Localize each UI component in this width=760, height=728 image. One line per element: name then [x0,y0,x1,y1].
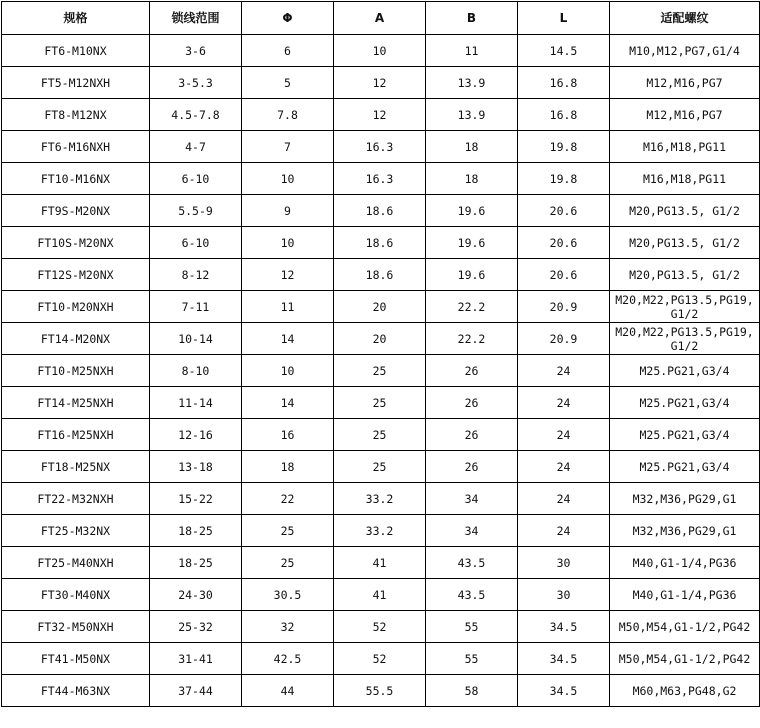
table-row [2,419,760,451]
phi-cell: 7.8 [242,99,334,131]
cable-range-cell: 8-10 [150,355,242,387]
spec-cell: FT22-M32NXH [2,483,150,515]
table-row [2,35,760,67]
a-cell: 16.3 [334,131,426,163]
phi-cell: 6 [242,35,334,67]
cable-range-cell: 31-41 [150,643,242,675]
b-cell: 26 [426,387,518,419]
spec-cell: FT6-M10NX [2,35,150,67]
b-cell: 19.6 [426,195,518,227]
header-a: A [334,2,426,35]
header-phi: Φ [242,2,334,35]
table-row [2,195,760,227]
table-row [2,259,760,291]
b-cell: 26 [426,355,518,387]
a-cell: 52 [334,611,426,643]
cable-range-cell: 37-44 [150,675,242,707]
b-cell: 22.2 [426,323,518,355]
l-cell: 16.8 [518,67,610,99]
a-cell: 20 [334,291,426,323]
table-row [2,675,760,707]
cable-range-cell: 4-7 [150,131,242,163]
thread-cell: M20,M22,PG13.5,PG19,G1/2 [610,291,760,323]
table-row [2,611,760,643]
a-cell: 55.5 [334,675,426,707]
spec-table [1,1,760,707]
table-header [2,2,760,35]
b-cell: 26 [426,419,518,451]
l-cell: 34.5 [518,611,610,643]
phi-cell: 42.5 [242,643,334,675]
l-cell: 24 [518,355,610,387]
cable-range-cell: 13-18 [150,451,242,483]
spec-cell: FT41-M50NX [2,643,150,675]
cable-range-cell: 8-12 [150,259,242,291]
spec-cell: FT32-M50NXH [2,611,150,643]
a-cell: 12 [334,67,426,99]
phi-cell: 9 [242,195,334,227]
a-cell: 52 [334,643,426,675]
table-row [2,387,760,419]
cable-range-cell: 7-11 [150,291,242,323]
a-cell: 33.2 [334,483,426,515]
l-cell: 24 [518,483,610,515]
thread-cell: M12,M16,PG7 [610,99,760,131]
cable-range-cell: 15-22 [150,483,242,515]
phi-cell: 25 [242,515,334,547]
l-cell: 19.8 [518,131,610,163]
l-cell: 20.6 [518,195,610,227]
a-cell: 25 [334,419,426,451]
b-cell: 19.6 [426,227,518,259]
cable-range-cell: 25-32 [150,611,242,643]
b-cell: 55 [426,611,518,643]
phi-cell: 11 [242,291,334,323]
thread-cell: M32,M36,PG29,G1 [610,515,760,547]
thread-cell: M10,M12,PG7,G1/4 [610,35,760,67]
table-row [2,547,760,579]
phi-cell: 30.5 [242,579,334,611]
a-cell: 25 [334,387,426,419]
table-row [2,643,760,675]
spec-cell: FT25-M32NX [2,515,150,547]
a-cell: 41 [334,579,426,611]
table-row [2,355,760,387]
header-thread: 适配螺纹 [610,2,760,35]
cable-range-cell: 5.5-9 [150,195,242,227]
a-cell: 12 [334,99,426,131]
phi-cell: 32 [242,611,334,643]
spec-cell: FT30-M40NX [2,579,150,611]
thread-cell: M32,M36,PG29,G1 [610,483,760,515]
l-cell: 16.8 [518,99,610,131]
spec-cell: FT9S-M20NX [2,195,150,227]
spec-cell: FT18-M25NX [2,451,150,483]
table-row [2,99,760,131]
cable-range-cell: 10-14 [150,323,242,355]
thread-cell: M20,PG13.5, G1/2 [610,259,760,291]
a-cell: 18.6 [334,227,426,259]
table-row [2,163,760,195]
phi-cell: 25 [242,547,334,579]
b-cell: 26 [426,451,518,483]
b-cell: 55 [426,643,518,675]
a-cell: 41 [334,547,426,579]
spec-cell: FT6-M16NXH [2,131,150,163]
thread-cell: M20,PG13.5, G1/2 [610,195,760,227]
spec-cell: FT25-M40NXH [2,547,150,579]
phi-cell: 22 [242,483,334,515]
cable-range-cell: 3-6 [150,35,242,67]
thread-cell: M20,M22,PG13.5,PG19,G1/2 [610,323,760,355]
b-cell: 19.6 [426,259,518,291]
header-cable-range: 锁线范围 [150,2,242,35]
cable-range-cell: 12-16 [150,419,242,451]
b-cell: 58 [426,675,518,707]
header-row [2,2,760,35]
b-cell: 11 [426,35,518,67]
spec-cell: FT16-M25NXH [2,419,150,451]
l-cell: 34.5 [518,675,610,707]
b-cell: 18 [426,163,518,195]
l-cell: 20.6 [518,227,610,259]
a-cell: 18.6 [334,259,426,291]
a-cell: 18.6 [334,195,426,227]
thread-cell: M16,M18,PG11 [610,131,760,163]
l-cell: 19.8 [518,163,610,195]
phi-cell: 14 [242,387,334,419]
thread-cell: M20,PG13.5, G1/2 [610,227,760,259]
thread-cell: M50,M54,G1-1/2,PG42 [610,611,760,643]
thread-cell: M25.PG21,G3/4 [610,387,760,419]
a-cell: 16.3 [334,163,426,195]
phi-cell: 10 [242,355,334,387]
cable-range-cell: 4.5-7.8 [150,99,242,131]
l-cell: 24 [518,387,610,419]
l-cell: 20.9 [518,291,610,323]
b-cell: 43.5 [426,579,518,611]
thread-cell: M40,G1-1/4,PG36 [610,547,760,579]
spec-cell: FT10-M20NXH [2,291,150,323]
a-cell: 25 [334,451,426,483]
b-cell: 13.9 [426,67,518,99]
a-cell: 10 [334,35,426,67]
thread-cell: M16,M18,PG11 [610,163,760,195]
table-body [2,35,760,707]
l-cell: 20.6 [518,259,610,291]
thread-cell: M50,M54,G1-1/2,PG42 [610,643,760,675]
a-cell: 25 [334,355,426,387]
table-row [2,483,760,515]
thread-cell: M40,G1-1/4,PG36 [610,579,760,611]
thread-cell: M60,M63,PG48,G2 [610,675,760,707]
a-cell: 33.2 [334,515,426,547]
spec-cell: FT10-M25NXH [2,355,150,387]
spec-cell: FT10S-M20NX [2,227,150,259]
cable-range-cell: 18-25 [150,515,242,547]
table-row [2,451,760,483]
spec-cell: FT14-M25NXH [2,387,150,419]
l-cell: 20.9 [518,323,610,355]
cable-range-cell: 6-10 [150,227,242,259]
table-row [2,67,760,99]
thread-cell: M25.PG21,G3/4 [610,451,760,483]
phi-cell: 10 [242,163,334,195]
cable-range-cell: 18-25 [150,547,242,579]
phi-cell: 44 [242,675,334,707]
phi-cell: 14 [242,323,334,355]
header-b: B [426,2,518,35]
a-cell: 20 [334,323,426,355]
l-cell: 30 [518,547,610,579]
b-cell: 13.9 [426,99,518,131]
thread-cell: M12,M16,PG7 [610,67,760,99]
l-cell: 34.5 [518,643,610,675]
phi-cell: 10 [242,227,334,259]
table-row [2,291,760,323]
header-l: L [518,2,610,35]
b-cell: 22.2 [426,291,518,323]
spec-cell: FT10-M16NX [2,163,150,195]
spec-cell: FT44-M63NX [2,675,150,707]
l-cell: 14.5 [518,35,610,67]
cable-range-cell: 3-5.3 [150,67,242,99]
l-cell: 30 [518,579,610,611]
cable-range-cell: 6-10 [150,163,242,195]
cable-range-cell: 24-30 [150,579,242,611]
l-cell: 24 [518,419,610,451]
l-cell: 24 [518,515,610,547]
b-cell: 18 [426,131,518,163]
phi-cell: 5 [242,67,334,99]
thread-cell: M25.PG21,G3/4 [610,355,760,387]
table-row [2,515,760,547]
b-cell: 43.5 [426,547,518,579]
table-row [2,579,760,611]
cable-range-cell: 11-14 [150,387,242,419]
spec-cell: FT14-M20NX [2,323,150,355]
l-cell: 24 [518,451,610,483]
phi-cell: 16 [242,419,334,451]
spec-cell: FT5-M12NXH [2,67,150,99]
phi-cell: 12 [242,259,334,291]
spec-cell: FT12S-M20NX [2,259,150,291]
table-row [2,227,760,259]
thread-cell: M25.PG21,G3/4 [610,419,760,451]
b-cell: 34 [426,483,518,515]
table-row [2,323,760,355]
table-row [2,131,760,163]
phi-cell: 7 [242,131,334,163]
b-cell: 34 [426,515,518,547]
phi-cell: 18 [242,451,334,483]
spec-cell: FT8-M12NX [2,99,150,131]
header-spec: 规格 [2,2,150,35]
